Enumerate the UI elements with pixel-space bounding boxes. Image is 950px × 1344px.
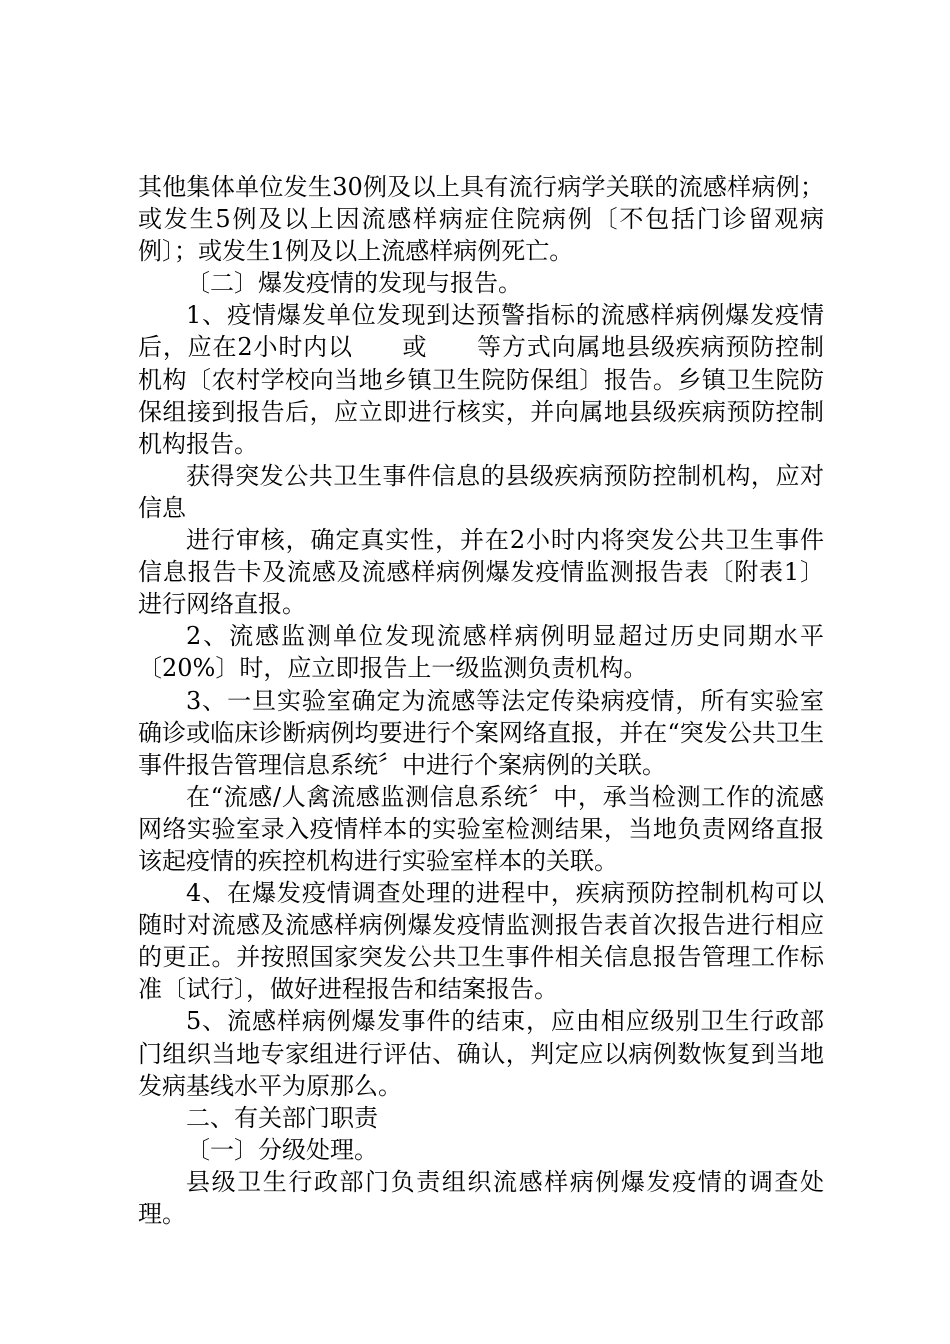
paragraph-8: 在“流感/人禽流感监测信息系统〞中，承当检测工作的流感网络实验室录入疫情样本的实验室检测结果，当地负责网络直报该起疫情的疾控机构进行实验室样本的关联。: [138, 782, 824, 875]
document-body: [138, 171, 824, 1230]
section-heading: 二、有关部门职责: [186, 1103, 378, 1132]
paragraph-13: 县级卫生行政部门负责组织流感样病例爆发疫情的调查处理。: [138, 1167, 824, 1228]
paragraph-6: 2、流感监测单位发现流感样病例明显超过历史同期水平〔20%〕时，应立即报告上一级监测负责机构。: [138, 622, 824, 683]
subsection-heading: 〔一〕分级处理。: [186, 1135, 378, 1164]
paragraph-4: 获得突发公共卫生事件信息的县级疾病预防控制机构，应对信息: [138, 461, 824, 522]
paragraph-10: 5、流感样病例爆发事件的结束，应由相应级别卫生行政部门组织当地专家组进行评估、确认，判定应以病例数恢复到当地发病基线水平为原那么。: [138, 1007, 824, 1100]
paragraph-3: 1、疫情爆发单位发现到达预警指标的流感样病例爆发疫情后，应在2小时内以 或 等方式向属地县级疾病预防控制机构〔农村学校向当地乡镇卫生院防保组〕报告。乡镇卫生院防保组接到报告后，应立即进行核实，并向属地县级疾病预防控制机构报告。: [138, 301, 824, 458]
paragraph-7: 3、一旦实验室确定为流感等法定传染病疫情，所有实验室确诊或临床诊断病例均要进行个案网络直报，并在“突发公共卫生事件报告管理信息系统〞中进行个案病例的关联。: [138, 686, 824, 779]
paragraph-5: 进行审核，确定真实性，并在2小时内将突发公共卫生事件信息报告卡及流感及流感样病例爆发疫情监测报告表〔附表1〕进行网络直报。: [138, 526, 824, 619]
paragraph-1: 其他集体单位发生30例及以上具有流行病学关联的流感样病例；或发生5例及以上因流感样病症住院病例〔不包括门诊留观病例〕；或发生1例及以上流感样病例死亡。: [138, 173, 824, 266]
paragraph-2: 〔二〕爆发疫情的发现与报告。: [186, 269, 522, 298]
paragraph-9: 4、在爆发疫情调查处理的进程中，疾病预防控制机构可以随时对流感及流感样病例爆发疫情监测报告表首次报告进行相应的更正。并按照国家突发公共卫生事件相关信息报告管理工作标准〔试行〕，做好进程报告和结案报告。: [138, 879, 824, 1004]
